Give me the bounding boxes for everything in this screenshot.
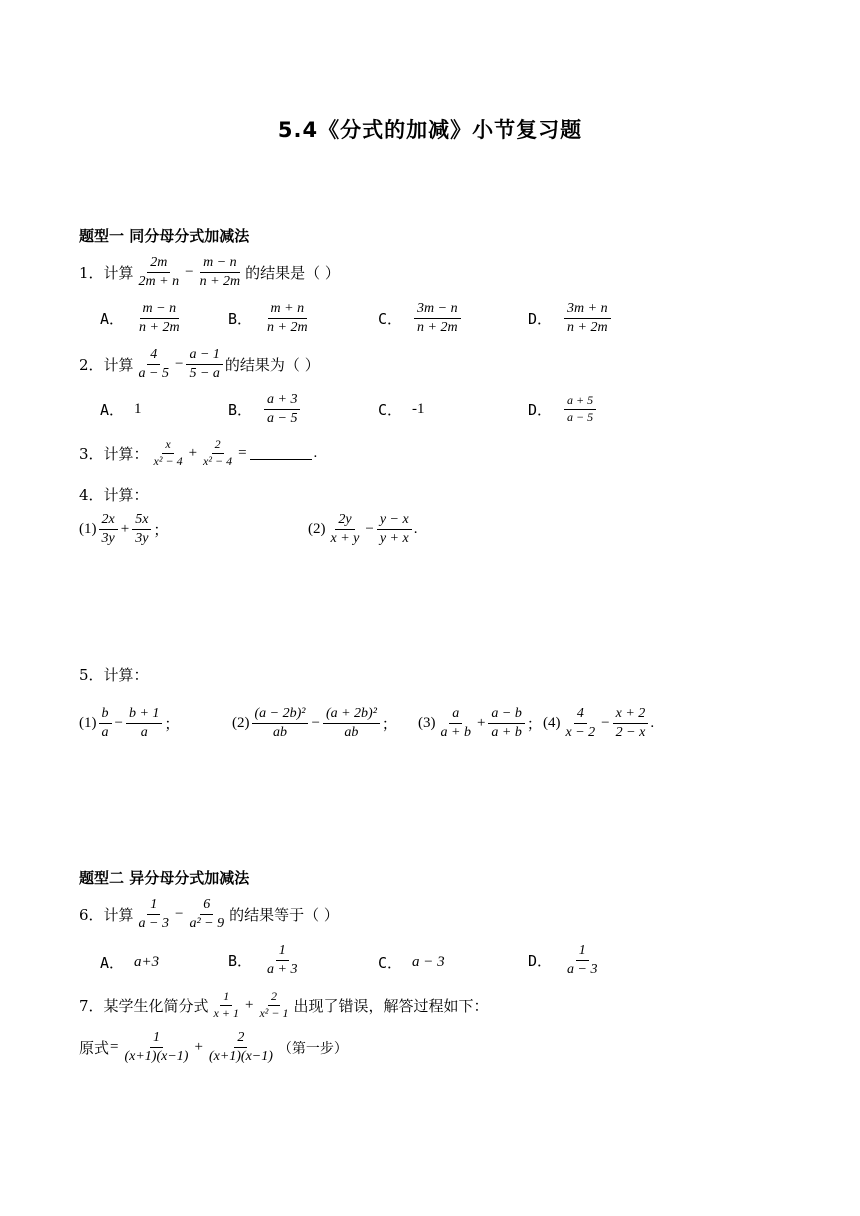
q5-p4-fraction-1: $\frac{4}{x - 2}$	[565, 706, 596, 741]
q2-option-d-value: $\frac{a + 5}{a - 5}$	[564, 394, 596, 425]
q4-p1-fraction-2: $\frac{5x}{3y}$	[132, 512, 151, 547]
q1-option-b[interactable]: B． $\frac{m + n}{n + 2m}$	[228, 301, 313, 336]
q5-part-4	[543, 706, 654, 741]
q6-fraction-1: $\frac{1}{a - 3}$	[138, 897, 169, 932]
q5-p3-end: ；	[526, 717, 542, 734]
question-7-prefix: 7．某学生化简分式	[79, 996, 209, 1015]
q7-equals: =	[110, 1039, 119, 1056]
q7-step1-operator: +	[194, 1039, 203, 1056]
q2-option-b-value: $\frac{a + 3}{a - 5}$	[264, 392, 300, 427]
question-2-suffix: 的结果为（ ）	[224, 356, 320, 375]
q6-option-b[interactable]: B． $\frac{1}{a + 3}$	[228, 943, 302, 978]
q6-option-c[interactable]: C． a − 3	[378, 954, 445, 972]
question-4: 4．计算：	[79, 486, 149, 504]
q2-option-c[interactable]: C． -1	[378, 401, 425, 419]
q5-p4-operator: −	[601, 715, 610, 732]
q5-part-2	[232, 706, 397, 741]
q1-option-a-value: $\frac{m - n}{n + 2m}$	[139, 301, 180, 336]
q3-answer-blank[interactable]	[250, 447, 312, 460]
q2-fraction-2: $\frac{a - 1}{5 - a}$	[186, 347, 222, 382]
question-1-suffix: 的结果是（ ）	[245, 264, 340, 283]
q2-fraction-1: $\frac{4}{a - 5}$	[138, 347, 169, 382]
q4-p2-operator: −	[365, 521, 374, 538]
q6-option-a[interactable]: A． a+3	[100, 954, 160, 972]
q7-fraction-1: $\frac{1}{x + 1}$	[213, 989, 239, 1020]
q5-part-1-label: (1)	[79, 715, 97, 732]
section-heading-1: 题型一 同分母分式加减法	[79, 227, 250, 245]
q1-option-b-value: $\frac{m + n}{n + 2m}$	[267, 301, 308, 336]
question-3-prefix: 3．计算：	[79, 444, 149, 463]
question-3	[79, 438, 317, 469]
question-1	[79, 255, 340, 290]
question-2-prefix: 2．计算	[79, 356, 134, 375]
q5-p2-operator: −	[311, 715, 320, 732]
q5-p1-fraction-2: $\frac{b + 1}{a}$	[126, 706, 162, 741]
q5-part-3-label: (3)	[418, 715, 436, 732]
q3-fraction-1: $\frac{x}{\text{x² − 4}}$	[153, 437, 183, 468]
q5-p1-end: ；	[164, 717, 180, 734]
q3-operator: +	[188, 444, 198, 461]
q1-option-c[interactable]: C． $\frac{3m - n}{n + 2m}$	[378, 301, 463, 336]
q4-p2-end: .	[413, 521, 418, 538]
q4-p2-fraction-1: $\frac{2y}{x + y}$	[330, 512, 360, 547]
q6-option-c-value: a − 3	[412, 954, 445, 970]
q1-operator: −	[185, 264, 194, 281]
q4-p1-end: ；	[153, 523, 169, 540]
q3-equals: =	[238, 444, 247, 461]
q6-fraction-2: $\frac{6}{\text{a² − 9}}$	[189, 897, 225, 932]
q6-option-d[interactable]: D． $\frac{1}{a - 3}$	[528, 943, 602, 978]
question-1-prefix: 1．计算	[79, 264, 134, 283]
q1-option-a[interactable]: A． $\frac{m - n}{n + 2m}$	[100, 301, 185, 336]
question-7-suffix: 出现了错误，解答过程如下：	[293, 996, 489, 1015]
q7-operator: +	[244, 996, 254, 1013]
q5-p3-fraction-1: $\frac{a}{a + b}$	[440, 706, 471, 741]
q5-p3-operator: +	[476, 715, 486, 732]
q2-operator: −	[175, 356, 184, 373]
q2-option-d[interactable]: D． $\frac{a + 5}{a - 5}$	[528, 394, 598, 425]
q7-step1-fraction-1: $\frac{1}{(x+1)(x-1)}$	[124, 1030, 189, 1065]
q5-part-2-label: (2)	[232, 715, 250, 732]
q6-operator: −	[175, 906, 184, 923]
question-6	[79, 897, 339, 932]
question-7	[79, 990, 489, 1021]
q6-option-b-value: $\frac{1}{a + 3}$	[267, 943, 298, 978]
q1-fraction-2: $\frac{m - n}{n + 2m}$	[199, 255, 241, 290]
q1-option-d[interactable]: D． $\frac{3m + n}{n + 2m}$	[528, 301, 613, 336]
q5-p1-operator: −	[114, 715, 123, 732]
q4-p1-fraction-1: $\frac{2x}{3y}$	[99, 512, 118, 547]
q1-option-c-value: $\frac{3m - n}{n + 2m}$	[414, 301, 461, 336]
q1-option-d-value: $\frac{3m + n}{n + 2m}$	[564, 301, 611, 336]
q5-p2-fraction-1: $\frac{\text{(a − 2b)²}}{ab}$	[252, 706, 309, 741]
q2-option-a-value: 1	[134, 401, 142, 417]
q7-step1-fraction-2: $\frac{2}{(x+1)(x-1)}$	[208, 1030, 273, 1065]
q7-fraction-2: $\frac{2}{\text{x² − 1}}$	[259, 989, 289, 1020]
q6-option-a-value: a+3	[134, 954, 160, 970]
page-title: 5.4《分式的加减》小节复习题	[277, 118, 583, 142]
question-6-prefix: 6．计算	[79, 906, 134, 925]
q5-p2-fraction-2: $\frac{\text{(a + 2b)²}}{ab}$	[323, 706, 380, 741]
q5-part-3	[418, 706, 542, 741]
q3-period: .	[313, 444, 318, 461]
q7-step-label: （第一步）	[277, 1040, 348, 1057]
q5-part-1	[79, 706, 179, 741]
q7-solution-step-1	[79, 1030, 348, 1065]
q3-fraction-2: $\frac{2}{\text{x² − 4}}$	[203, 437, 233, 468]
question-5: 5．计算：	[79, 666, 149, 684]
section-heading-2: 题型二 异分母分式加减法	[79, 869, 250, 887]
q2-option-a[interactable]: A． 1	[100, 401, 142, 419]
q4-p1-operator: +	[120, 521, 130, 538]
q2-option-b[interactable]: B． $\frac{a + 3}{a - 5}$	[228, 392, 302, 427]
q5-p2-end: ；	[381, 717, 397, 734]
q4-part-2	[308, 512, 417, 547]
question-6-suffix: 的结果等于（ ）	[229, 906, 339, 925]
question-2	[79, 347, 320, 382]
q4-part-2-label: (2)	[308, 521, 326, 538]
q4-part-1-label: (1)	[79, 521, 97, 538]
q1-fraction-1: $\frac{2m}{2m + n}$	[138, 255, 180, 290]
q5-p1-fraction-1: $\frac{b}{a}$	[99, 706, 112, 741]
q5-p3-fraction-2: $\frac{a - b}{a + b}$	[488, 706, 524, 741]
q6-option-d-value: $\frac{1}{a - 3}$	[567, 943, 598, 978]
q7-line2-prefix: 原式	[79, 1039, 110, 1058]
q5-p4-fraction-2: $\frac{x + 2}{2 - x}$	[613, 706, 649, 741]
q2-option-c-value: -1	[412, 401, 425, 417]
q4-p2-fraction-2: $\frac{y - x}{y + x}$	[377, 512, 412, 547]
q4-part-1	[79, 512, 168, 547]
q5-p4-end: .	[650, 715, 655, 732]
q5-part-4-label: (4)	[543, 715, 561, 732]
